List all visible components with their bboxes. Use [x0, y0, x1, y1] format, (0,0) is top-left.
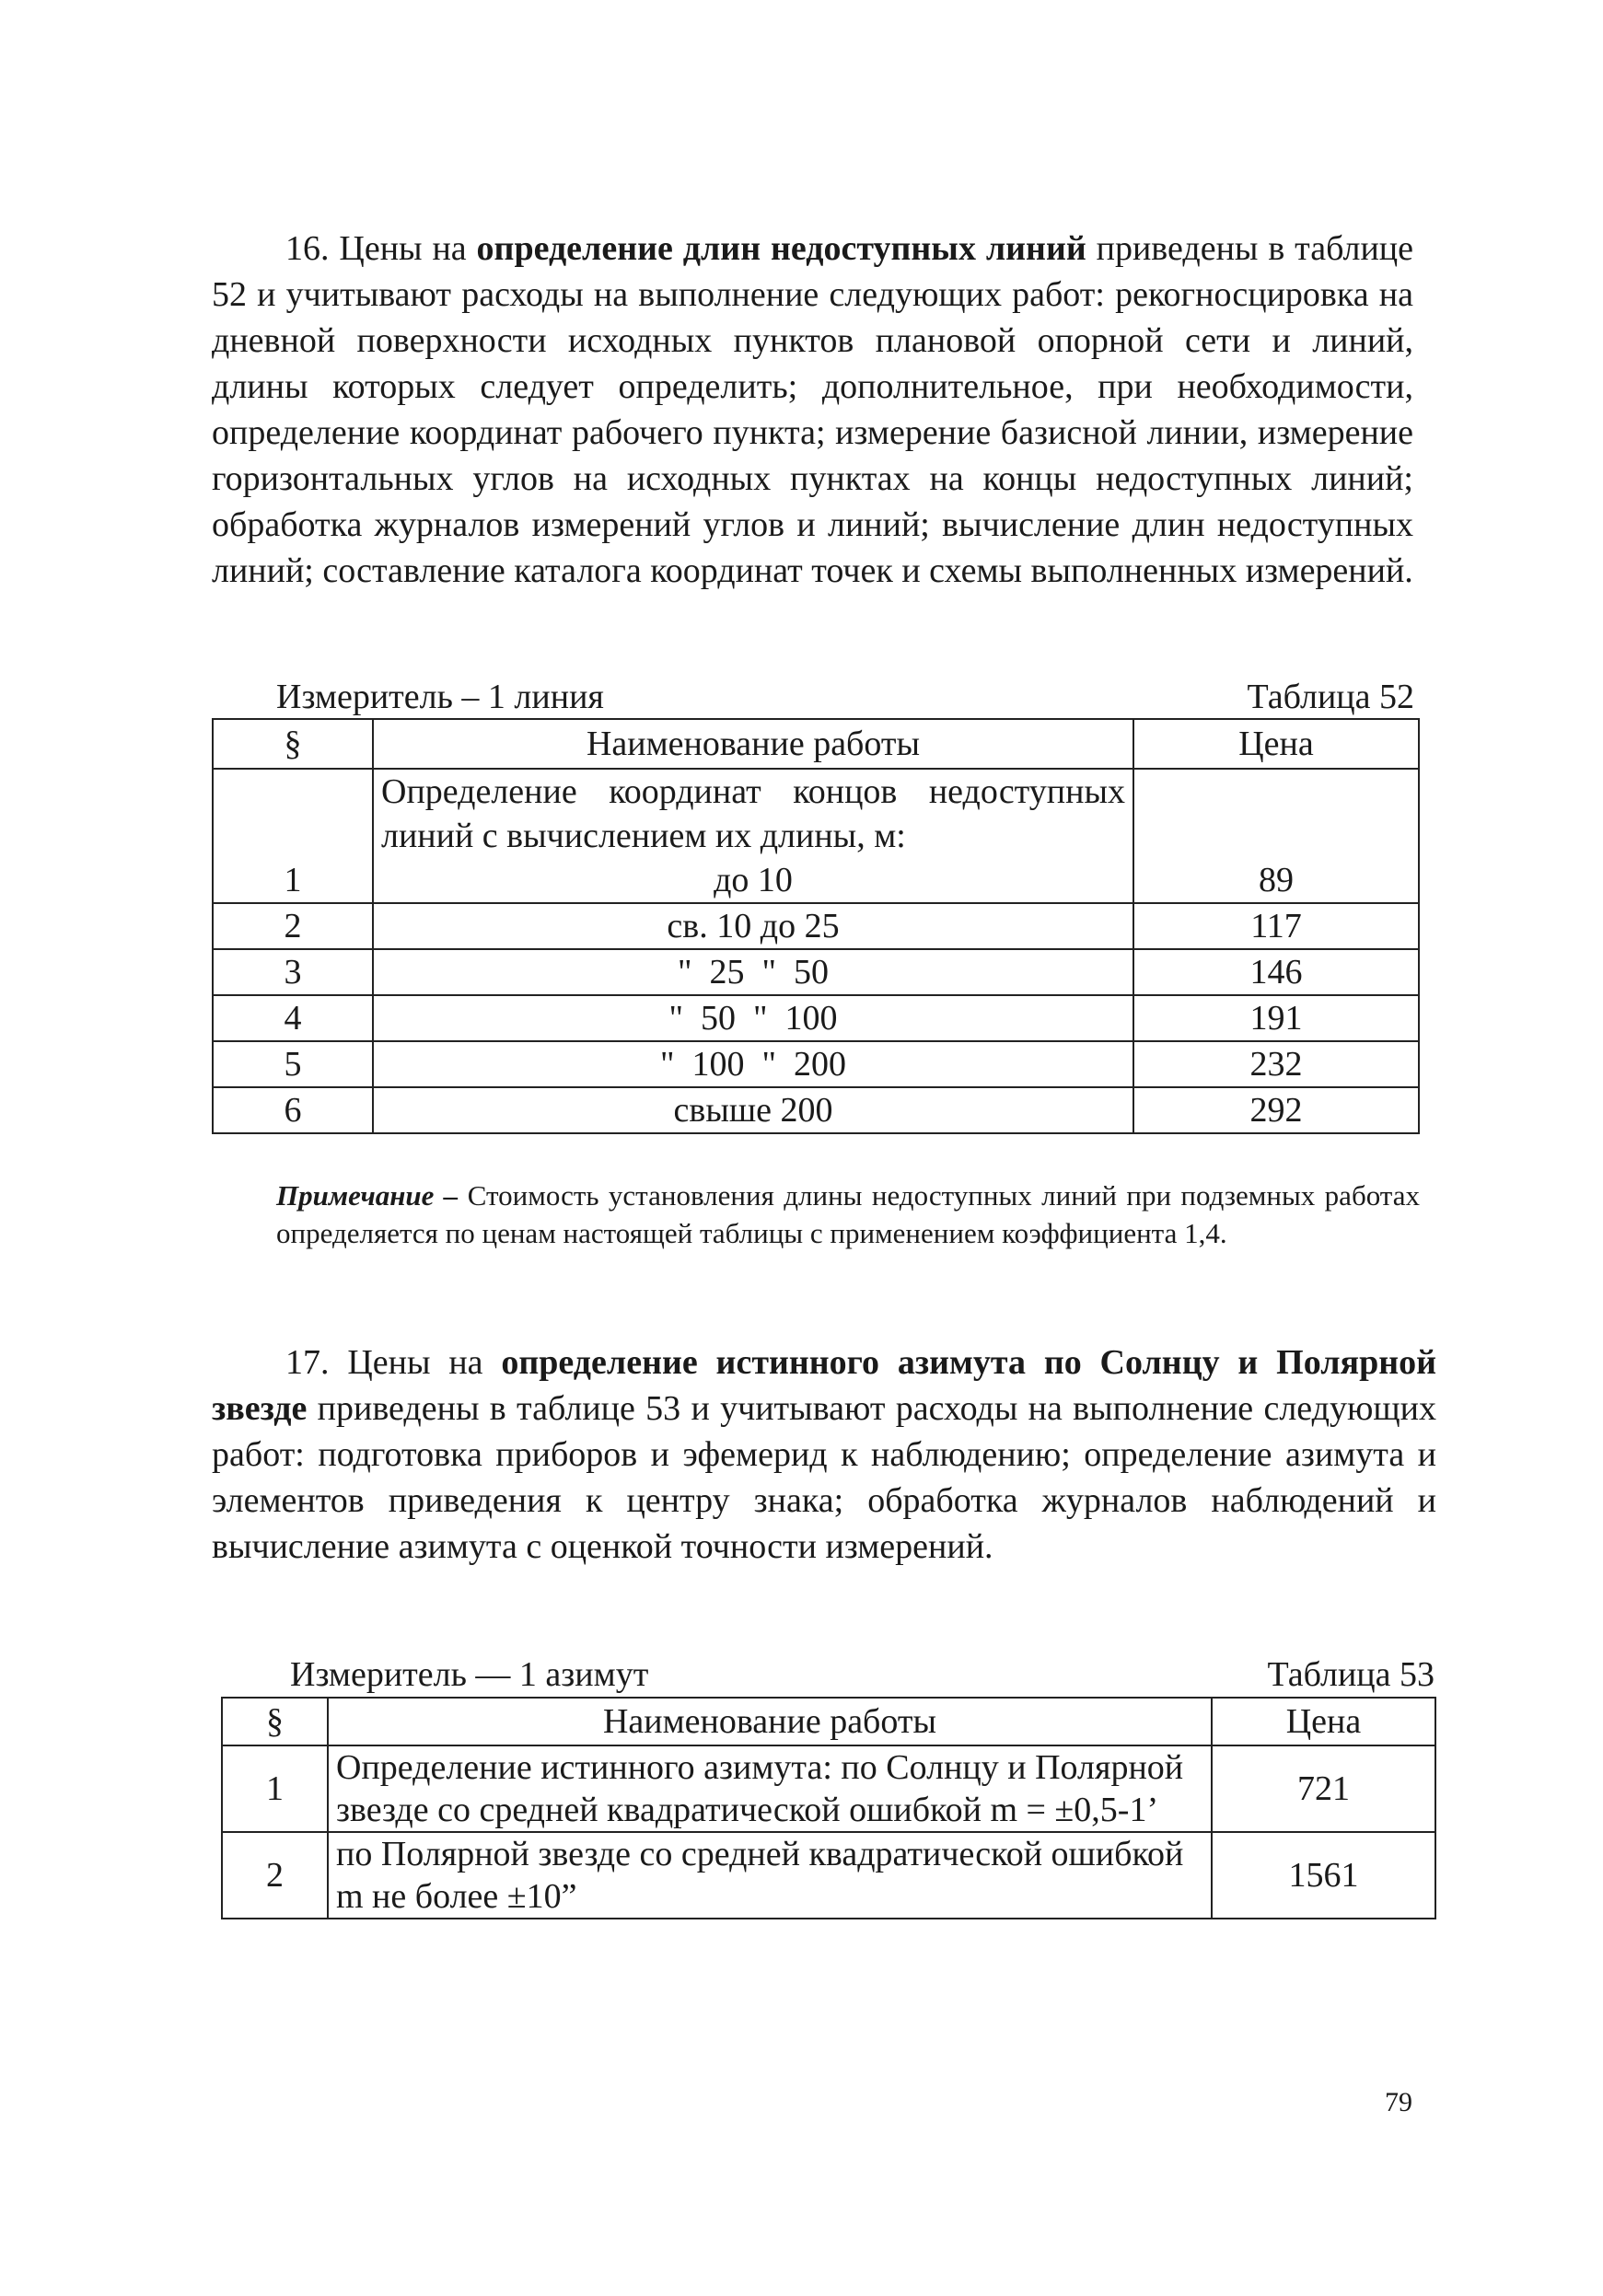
- section-17-subject: определение истинного азимута по Солнцу и Полярной звезде: [212, 1343, 1437, 1428]
- row-price: 191: [1133, 995, 1419, 1041]
- row-name: до 10: [714, 861, 793, 899]
- table-row: [213, 769, 1419, 903]
- row-name: св. 10 до 25: [373, 903, 1133, 949]
- section-17-paragraph: [212, 1339, 1436, 1570]
- table-53: [221, 1697, 1436, 1919]
- table-row: [213, 903, 1419, 949]
- section-16-intro: Цены на: [339, 229, 467, 268]
- page-number: 79: [1385, 2087, 1412, 2117]
- header-name-cell: Наименование работы: [373, 719, 1133, 769]
- table-53-header-row: [222, 1698, 1435, 1745]
- row-name-cell: [373, 769, 1133, 903]
- row-name: " 100 " 200: [373, 1041, 1133, 1087]
- table-53-unit: Измеритель — 1 азимут: [290, 1655, 649, 1694]
- table-52-note: [276, 1177, 1420, 1252]
- header-section-cell: §: [222, 1698, 328, 1745]
- row-name: по Полярной звезде со средней квадратической ошибкой m не более ±10”: [328, 1832, 1212, 1919]
- table-row: [213, 1087, 1419, 1133]
- group-title: Определение координат концов недоступных линий с вычислением их длины, м:: [381, 772, 1125, 855]
- section-16-body: приведены в таблице 52 и учитывают расходы на выполнение следующих работ: рекогносцировка на дневной поверхности исходных пунктов плановой опорной сети и линий, длины которых следует определить; дополнительное, при необходимости, определение координат рабочего пункта; измерение базисной линии, измерение горизонтальных углов на исходных пунктах на концы недоступных линий; обработка журналов измерений углов и линий; вычисление длин недоступных линий; составление каталога координат точек и схемы выполненных измерений.: [212, 229, 1413, 590]
- section-16-subject: определение длин недоступных линий: [476, 229, 1086, 268]
- table-52: [212, 718, 1420, 1134]
- row-price: 89: [1133, 769, 1419, 903]
- row-name: " 50 " 100: [373, 995, 1133, 1041]
- table-52-header-row: [213, 719, 1419, 769]
- section-16-number: 16.: [285, 229, 330, 268]
- table-row: [222, 1745, 1435, 1832]
- header-price-cell: Цена: [1133, 719, 1419, 769]
- section-17-body: приведены в таблице 53 и учитывают расходы на выполнение следующих работ: подготовка приборов и эфемерид к наблюдению; определение азимута и элементов приведения к центру знака; обработка журналов наблюдений и вычисление азимута с оценкой точности измерений.: [212, 1389, 1436, 1566]
- table-row: [213, 949, 1419, 995]
- section-17-intro: Цены на: [347, 1343, 483, 1382]
- row-price: 117: [1133, 903, 1419, 949]
- table-row: [213, 995, 1419, 1041]
- table-53-label: Таблица 53: [1267, 1655, 1435, 1694]
- section-17-number: 17.: [285, 1343, 330, 1382]
- section-16-paragraph: [212, 226, 1413, 594]
- row-price: 232: [1133, 1041, 1419, 1087]
- row-name: Определение истинного азимута: по Солнцу и Полярной звезде со средней квадратической ошибкой m = ±0,5-1’: [328, 1745, 1212, 1832]
- row-price: 146: [1133, 949, 1419, 995]
- row-number: 3: [213, 949, 373, 995]
- row-name: " 25 " 50: [373, 949, 1133, 995]
- note-text: Стоимость установления длины недоступных линий при подземных работах определяется по ценам настоящей таблицы с применением коэффициента 1,4.: [276, 1179, 1420, 1249]
- note-label: Примечание –: [276, 1179, 459, 1212]
- row-name: свыше 200: [373, 1087, 1133, 1133]
- header-section-cell: §: [213, 719, 373, 769]
- header-name-cell: Наименование работы: [328, 1698, 1212, 1745]
- row-number: 4: [213, 995, 373, 1041]
- row-price: 292: [1133, 1087, 1419, 1133]
- table-row: [213, 1041, 1419, 1087]
- row-number: 5: [213, 1041, 373, 1087]
- row-price: 1561: [1212, 1832, 1435, 1919]
- row-number: 1: [222, 1745, 328, 1832]
- row-number: 1: [213, 769, 373, 903]
- table-52-unit: Измеритель – 1 линия: [276, 678, 604, 716]
- table-row: [222, 1832, 1435, 1919]
- row-number: 2: [222, 1832, 328, 1919]
- header-price-cell: Цена: [1212, 1698, 1435, 1745]
- row-number: 2: [213, 903, 373, 949]
- row-price: 721: [1212, 1745, 1435, 1832]
- table-52-label: Таблица 52: [1247, 678, 1414, 716]
- row-number: 6: [213, 1087, 373, 1133]
